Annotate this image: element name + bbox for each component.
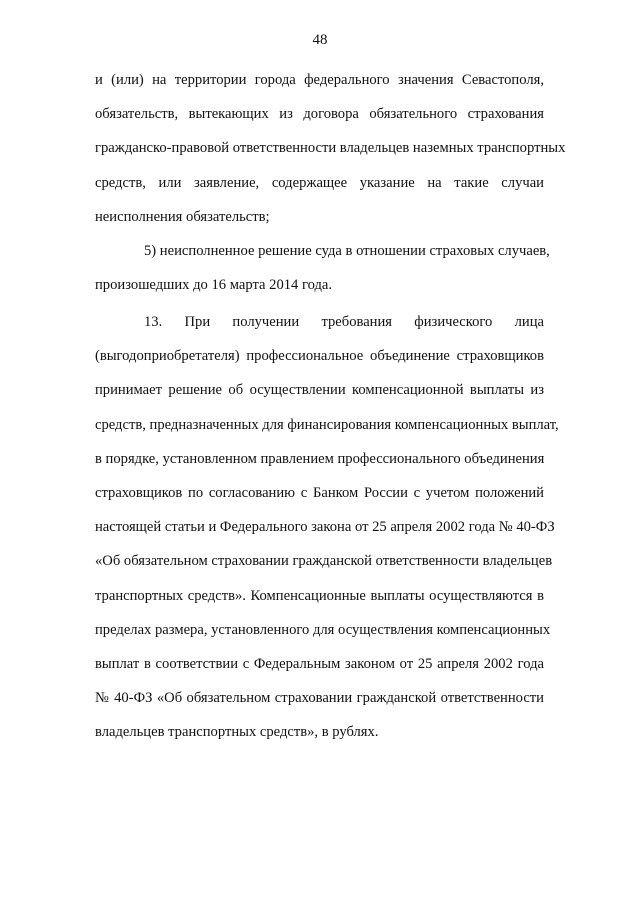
text-line: и (или) на территории города федерального значения Севастополя, [95,72,544,88]
text-line: средств, предназначенных для финансирования компенсационных выплат, [95,416,559,433]
text-line: № 40-ФЗ «Об обязательном страховании гражданской ответственности [95,690,544,707]
text-line: принимает решение об осуществлении компенсационной выплаты из [95,382,544,399]
text-line: владельцев транспортных средств», в рублях. [95,724,379,741]
paragraph-item-5 [95,234,550,302]
text-line: «Об обязательном страховании гражданской ответственности владельцев [95,553,553,570]
text-line: произошедших до 16 марта 2014 года. [95,277,333,294]
text-line: транспортных средств». Компенсационные выплаты осуществляются в [95,587,544,604]
text-line: обязательств, вытекающих из договора обязательного страхования [95,106,544,123]
text-line: в порядке, установленном правлением профессионального объединения [95,450,545,467]
paragraph-item-13 [95,305,559,749]
text-line: средств, или заявление, содержащее указание на такие случаи [95,174,544,191]
text-line: пределах размера, установленного для осуществления компенсационных [95,621,551,638]
text-line: гражданско-правовой ответственности владельцев наземных транспортных [95,140,566,157]
text-line: 5) неисполненное решение суда в отношении страховых случаев, [144,243,550,259]
page-number: 48 [312,32,328,48]
text-line: настоящей статьи и Федерального закона от 25 апреля 2002 года № 40-ФЗ [95,519,555,536]
text-line: страховщиков по согласованию с Банком России с учетом положений [95,484,544,501]
text-line: неисполнения обязательств; [95,208,270,225]
paragraph-continuation [95,63,566,234]
text-line: выплат в соответствии с Федеральным законом от 25 апреля 2002 года [95,655,544,672]
text-line: 13. При получении требования физического лица [144,314,544,330]
text-line: (выгодоприобретателя) профессиональное объединение страховщиков [95,348,544,365]
